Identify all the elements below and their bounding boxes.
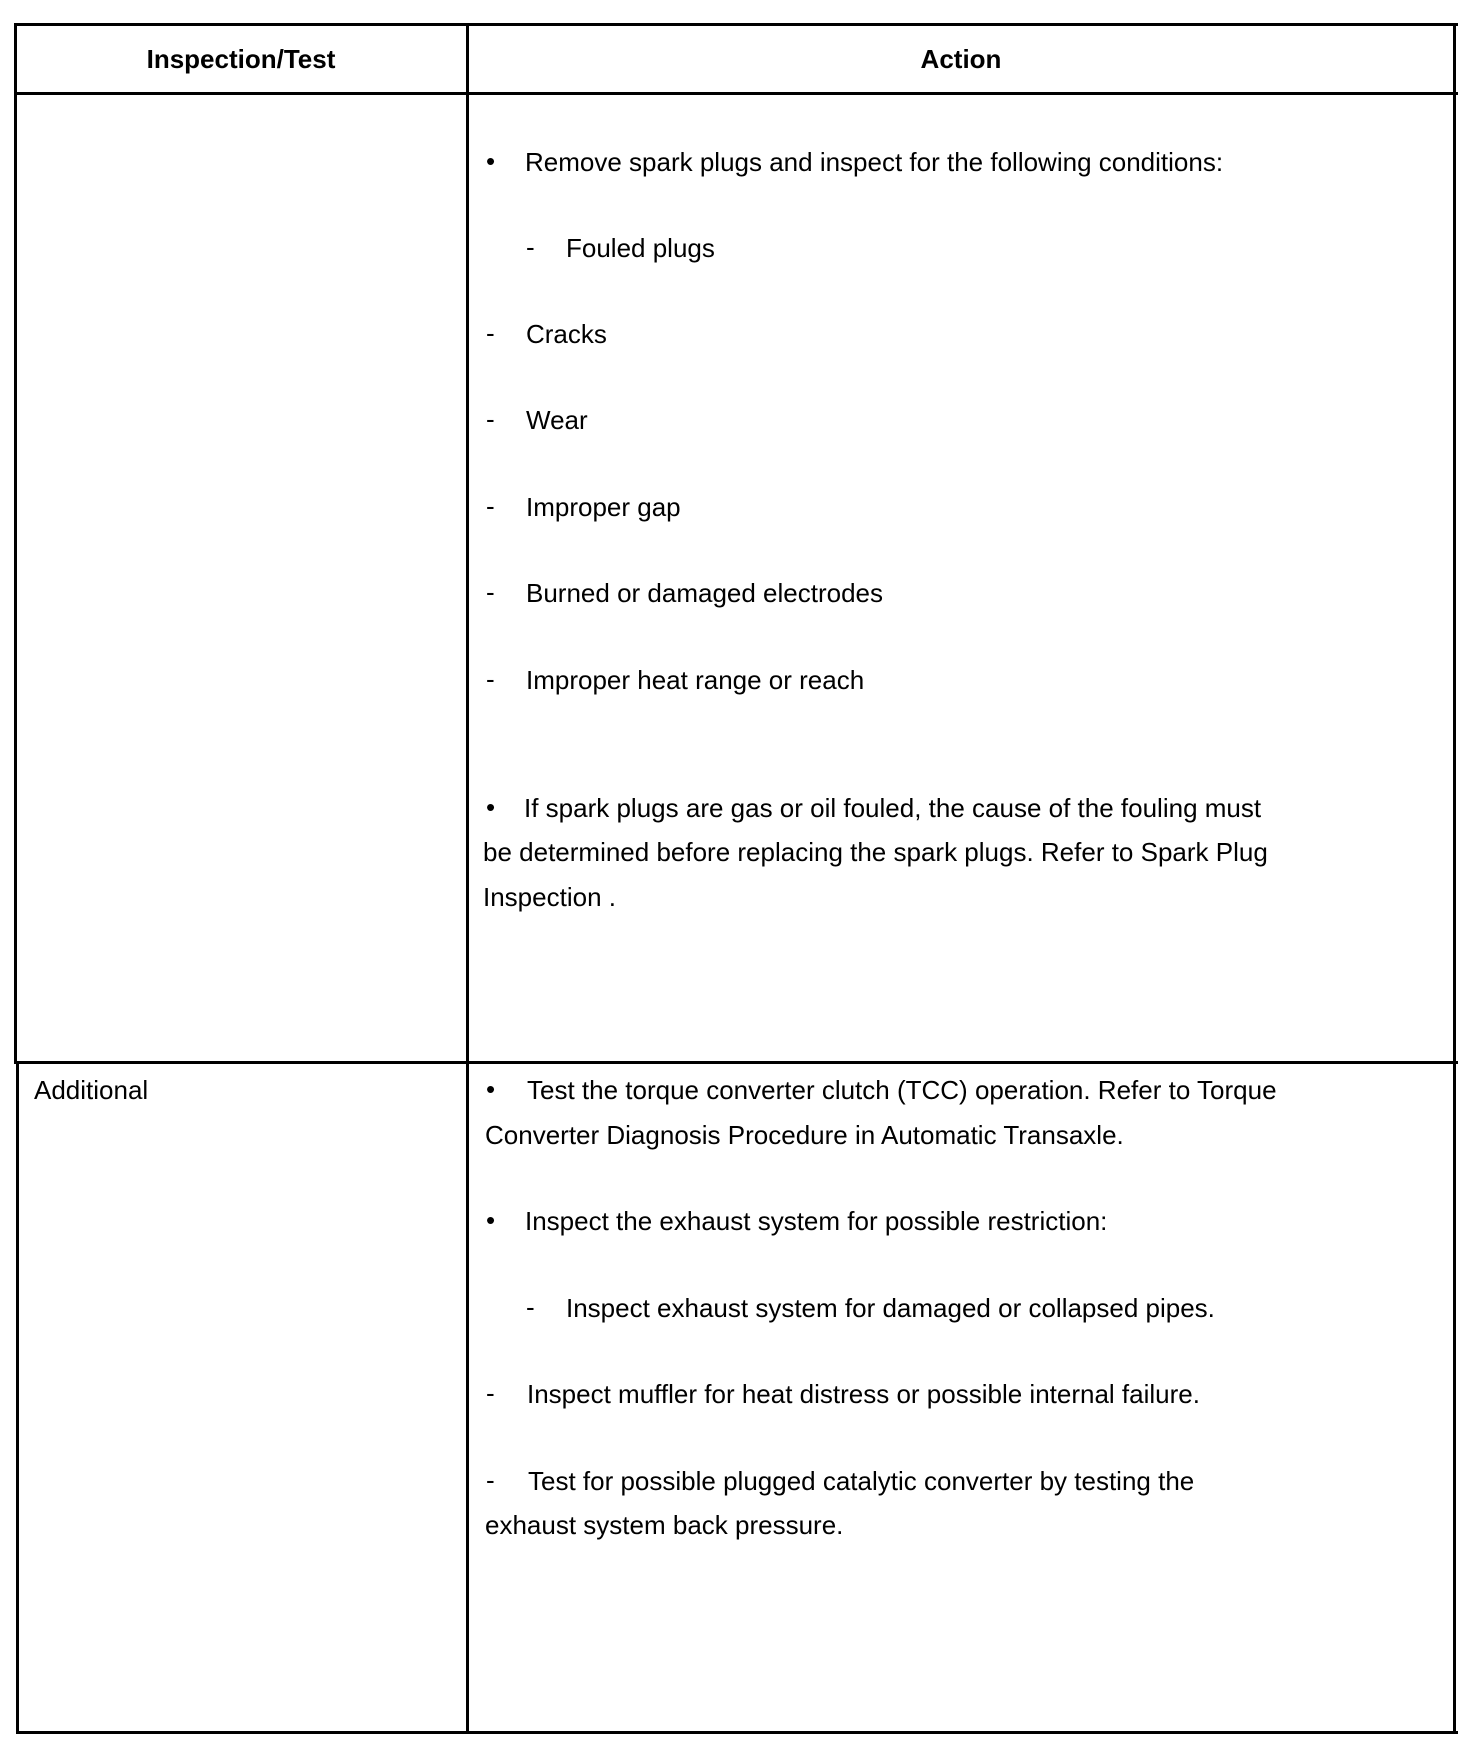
dash-icon: - <box>486 1465 495 1495</box>
dash-icon: - <box>526 1292 535 1322</box>
bullet-icon: • <box>486 1205 496 1235</box>
action-item-line: Converter Diagnosis Procedure in Automatic Transaxle. <box>485 1120 1124 1150</box>
column-divider <box>466 23 469 1734</box>
exhaust-check-item: Inspect muffler for heat distress or possible internal failure. <box>527 1379 1200 1409</box>
action-item-line: Test the torque converter clutch (TCC) operation. Refer to Torque <box>527 1075 1277 1105</box>
dash-icon: - <box>486 664 495 694</box>
table-left-border-row2 <box>16 1061 19 1734</box>
dash-icon: - <box>486 577 495 607</box>
condition-item: Cracks <box>526 319 607 349</box>
table-top-border <box>14 23 1458 26</box>
action-note-line: be determined before replacing the spark plugs. Refer to Spark Plug <box>483 837 1268 867</box>
action-item: Remove spark plugs and inspect for the following conditions: <box>525 147 1224 177</box>
dash-icon: - <box>486 318 495 348</box>
bullet-icon: • <box>486 792 496 822</box>
header-inspection-test: Inspection/Test <box>146 44 336 74</box>
spark-plug-inspection-link[interactable]: Inspection . <box>483 882 616 912</box>
exhaust-check-item: Inspect exhaust system for damaged or collapsed pipes. <box>566 1293 1215 1323</box>
condition-item: Wear <box>526 405 588 435</box>
condition-item: Fouled plugs <box>566 233 715 263</box>
dash-icon: - <box>486 404 495 434</box>
bullet-icon: • <box>486 146 496 176</box>
condition-item: Improper gap <box>526 492 681 522</box>
header-action: Action <box>920 44 1002 74</box>
dash-icon: - <box>486 491 495 521</box>
header-bottom-border <box>14 92 1458 95</box>
table-bottom-border <box>16 1731 1458 1734</box>
table-left-border <box>14 23 17 1063</box>
action-item: Inspect the exhaust system for possible restriction: <box>525 1206 1108 1236</box>
bullet-icon: • <box>486 1074 496 1104</box>
table-right-border <box>1453 23 1456 1734</box>
row-divider <box>14 1061 1458 1064</box>
dash-icon: - <box>526 232 535 262</box>
exhaust-check-line: exhaust system back pressure. <box>485 1510 844 1540</box>
action-note-line: If spark plugs are gas or oil fouled, the cause of the fouling must <box>524 793 1262 823</box>
condition-item: Improper heat range or reach <box>526 665 865 695</box>
condition-item: Burned or damaged electrodes <box>526 578 884 608</box>
dash-icon: - <box>486 1378 495 1408</box>
inspection-label: Additional <box>34 1075 149 1105</box>
exhaust-check-line: Test for possible plugged catalytic converter by testing the <box>528 1466 1195 1496</box>
